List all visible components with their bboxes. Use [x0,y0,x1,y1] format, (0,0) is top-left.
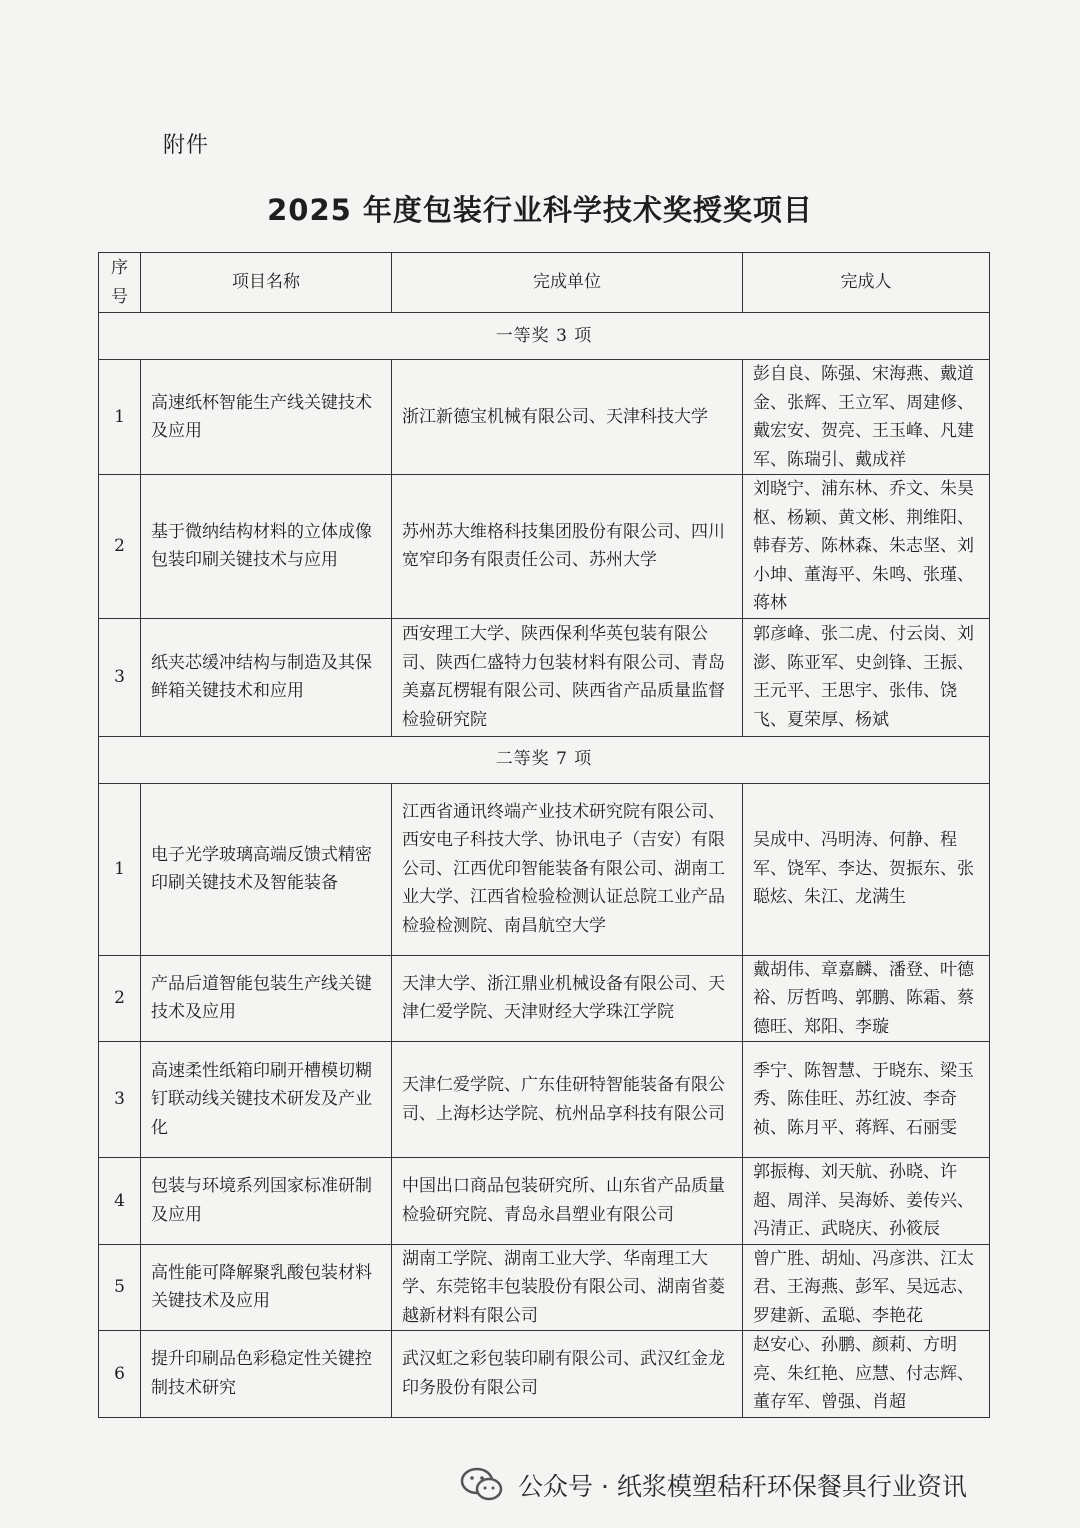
page-title: 2025 年度包装行业科学技术奖授奖项目 [267,193,813,227]
completing-people: 曾广胜、胡灿、冯彦洪、江太君、王海燕、彭军、吴远志、罗建新、孟聪、李艳花 [743,1244,990,1331]
attachment-label: 附件 [163,133,210,158]
table-row [99,1331,990,1418]
row-no: 1 [99,360,141,475]
completing-people: 戴胡伟、章嘉麟、潘登、叶德裕、厉哲鸣、郭鹏、陈霜、蔡德旺、郑阳、李璇 [743,955,990,1042]
header-name: 项目名称 [141,253,392,313]
completing-people: 郭振梅、刘天航、孙晓、许超、周洋、吴海娇、姜传兴、冯清正、武晓庆、孙筱辰 [743,1158,990,1245]
row-no: 3 [99,618,141,736]
table-row [99,618,990,736]
project-name: 电子光学玻璃高端反馈式精密印刷关键技术及智能装备 [141,783,392,955]
table-row [99,955,990,1042]
completing-unit: 中国出口商品包装研究所、山东省产品质量检验研究院、青岛永昌塑业有限公司 [392,1158,743,1245]
row-no: 3 [99,1042,141,1158]
completing-people: 赵安心、孙鹏、颜莉、方明亮、朱红艳、应慧、付志辉、董存军、曾强、肖超 [743,1331,990,1418]
completing-unit: 浙江新德宝机械有限公司、天津科技大学 [392,360,743,475]
completing-people: 刘晓宁、浦东林、乔文、朱昊枢、杨颖、黄文彬、荆维阳、韩春芳、陈林森、朱志坚、刘小坤、董海平、朱鸣、张瑾、蒋林 [743,475,990,619]
project-name: 基于微纳结构材料的立体成像包装印刷关键技术与应用 [141,475,392,619]
row-no: 4 [99,1158,141,1245]
row-no: 2 [99,955,141,1042]
watermark-footer [460,1462,967,1508]
table-row [99,475,990,619]
completing-people: 彭自良、陈强、宋海燕、戴道金、张辉、王立军、周建修、戴宏安、贺亮、王玉峰、凡建军、陈瑞引、戴成祥 [743,360,990,475]
section-row [99,736,990,783]
section-label: 一等奖 3 项 [99,313,990,360]
completing-unit: 江西省通讯终端产业技术研究院有限公司、西安电子科技大学、协讯电子（吉安）有限公司、江西优印智能装备有限公司、湖南工业大学、江西省检验检测认证总院工业产品检验检测院、南昌航空大学 [392,783,743,955]
wechat-icon [460,1467,504,1503]
row-no: 6 [99,1331,141,1418]
project-name: 产品后道智能包装生产线关键技术及应用 [141,955,392,1042]
project-name: 高速柔性纸箱印刷开槽模切糊钉联动线关键技术研发及产业化 [141,1042,392,1158]
table-row [99,783,990,955]
section-row [99,313,990,360]
header-unit: 完成单位 [392,253,743,313]
completing-people: 郭彦峰、张二虎、付云岗、刘澎、陈亚军、史剑锋、王振、王元平、王思宇、张伟、饶飞、夏荣厚、杨斌 [743,618,990,736]
project-name: 高速纸杯智能生产线关键技术及应用 [141,360,392,475]
table-row [99,1158,990,1245]
header-no: 序号 [99,253,141,313]
table-row [99,1244,990,1331]
project-name: 包装与环境系列国家标准研制及应用 [141,1158,392,1245]
table-row [99,1042,990,1158]
completing-people: 吴成中、冯明涛、何静、程军、饶军、李达、贺振东、张聪炫、朱江、龙满生 [743,783,990,955]
table-header-row [99,253,990,313]
awards-table [98,252,990,1418]
completing-people: 季宁、陈智慧、于晓东、梁玉秀、陈佳旺、苏红波、李奇祯、陈月平、蒋辉、石丽雯 [743,1042,990,1158]
completing-unit: 天津大学、浙江鼎业机械设备有限公司、天津仁爱学院、天津财经大学珠江学院 [392,955,743,1042]
section-label: 二等奖 7 项 [99,736,990,783]
row-no: 2 [99,475,141,619]
table-row [99,360,990,475]
completing-unit: 湖南工学院、湖南工业大学、华南理工大学、东莞铭丰包装股份有限公司、湖南省菱越新材料有限公司 [392,1244,743,1331]
completing-unit: 天津仁爱学院、广东佳研特智能装备有限公司、上海杉达学院、杭州品享科技有限公司 [392,1042,743,1158]
project-name: 纸夹芯缓冲结构与制造及其保鲜箱关键技术和应用 [141,618,392,736]
row-no: 5 [99,1244,141,1331]
completing-unit: 西安理工大学、陕西保利华英包装有限公司、陕西仁盛特力包装材料有限公司、青岛美嘉瓦楞辊有限公司、陕西省产品质量监督检验研究院 [392,618,743,736]
project-name: 提升印刷品色彩稳定性关键控制技术研究 [141,1331,392,1418]
row-no: 1 [99,783,141,955]
footer-text: 公众号 · 纸浆模塑秸秆环保餐具行业资讯 [518,1472,967,1501]
completing-unit: 苏州苏大维格科技集团股份有限公司、四川宽窄印务有限责任公司、苏州大学 [392,475,743,619]
header-people: 完成人 [743,253,990,313]
completing-unit: 武汉虹之彩包装印刷有限公司、武汉红金龙印务股份有限公司 [392,1331,743,1418]
project-name: 高性能可降解聚乳酸包装材料关键技术及应用 [141,1244,392,1331]
